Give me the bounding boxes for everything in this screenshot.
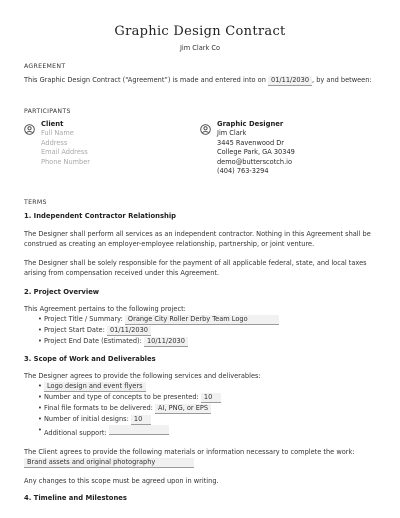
section-2-heading: 2. Project Overview [24,288,100,296]
additional-support-field[interactable] [109,425,169,435]
section-3-intro: The Designer agrees to provide the following services and deliverables: [24,372,261,380]
client-full-name-field[interactable]: Full Name [41,129,74,137]
client-materials-row [24,457,376,468]
designer-label: Graphic Designer [217,120,284,128]
document-title: Graphic Design Contract [114,24,286,39]
list-item [24,336,376,347]
list-item [24,381,376,392]
participants-heading: PARTICIPANTS [24,108,71,115]
terms-section [24,199,376,502]
section-1-paragraph-2: The Designer shall be solely responsible for the payment of all applicable federal, state, and local taxes arising from compensation received under this Agreement. [24,259,367,277]
designer-city: College Park, GA 30349 [217,148,295,157]
client-fields [41,129,90,167]
client-materials-text: The Client agrees to provide the following materials or information necessary to complete the work: [24,448,355,457]
participants-heading-wrap [24,108,376,115]
section-3-heading: 3. Scope of Work and Deliverables [24,355,156,363]
project-start-label: Project Start Date: [44,326,105,334]
user-icon [24,120,35,139]
section-1-heading: 1. Independent Contractor Relationship [24,212,177,220]
list-item [24,392,376,403]
designer-street: 3445 Ravenwood Dr [217,138,285,147]
user-icon [200,120,211,139]
client-materials-field[interactable]: Brand assets and original photography [24,458,194,468]
designer-block [200,120,295,177]
client-label: Client [41,120,64,128]
agreement-text [24,75,376,86]
concepts-label: Number and type of concepts to be presented: [44,393,199,401]
scope-changes-text: Any changes to this scope must be agreed upon in writing. [24,477,219,486]
project-title-field[interactable]: Orange City Roller Derby Team Logo [125,315,279,325]
concepts-field[interactable]: 10 [201,393,221,403]
agreement-text-before: This Graphic Design Contract (“Agreement”) is made and entered into on [24,76,266,84]
project-end-label: Project End Date (Estimated): [44,337,142,345]
client-address-field[interactable]: Address [41,138,68,147]
additional-support-label: Additional support: [44,429,107,437]
agreement-heading: AGREEMENT [24,63,66,70]
project-end-field[interactable]: 10/11/2030 [144,337,188,347]
list-item [24,425,376,438]
agreement-text-after: , by and between: [312,76,372,84]
section-1-paragraph-1: The Designer shall perform all services as an independent contractor. Nothing in this Agreement shall be construed as creating an employer-employee relationship, partnership, or joint venture. [24,230,371,248]
file-formats-label: Final file formats to be delivered: [44,404,153,412]
client-phone-field[interactable]: Phone Number [41,157,91,166]
list-item [24,414,376,425]
list-item [24,314,376,325]
agreement-section [24,63,376,86]
client-block [24,120,90,167]
list-item [24,325,376,336]
terms-heading: TERMS [24,199,47,206]
initial-designs-field[interactable]: 10 [131,415,151,425]
designer-name: Jim Clark [217,129,247,137]
designer-email: demo@butterscotch.io [217,157,293,166]
initial-designs-label: Number of initial designs: [44,415,129,423]
designer-fields [217,129,295,177]
client-email-field[interactable]: Email Address [41,148,88,157]
agreement-date-field[interactable]: 01/11/2030 [268,76,312,86]
project-title-label: Project Title / Summary: [44,315,123,323]
deliverables-list [24,381,376,438]
file-formats-field[interactable]: AI, PNG, or EPS [155,404,211,414]
document-subtitle: Jim Clark Co [179,44,221,52]
project-start-field[interactable]: 01/11/2030 [107,326,151,336]
deliverable-description-field[interactable]: Logo design and event flyers [44,382,146,392]
section-2-intro: This Agreement pertains to the following project: [24,305,186,313]
project-overview-list [24,314,376,347]
designer-phone: (404) 763-3294 [217,167,269,176]
section-4-heading: 4. Timeline and Milestones [24,494,127,503]
list-item [24,403,376,414]
